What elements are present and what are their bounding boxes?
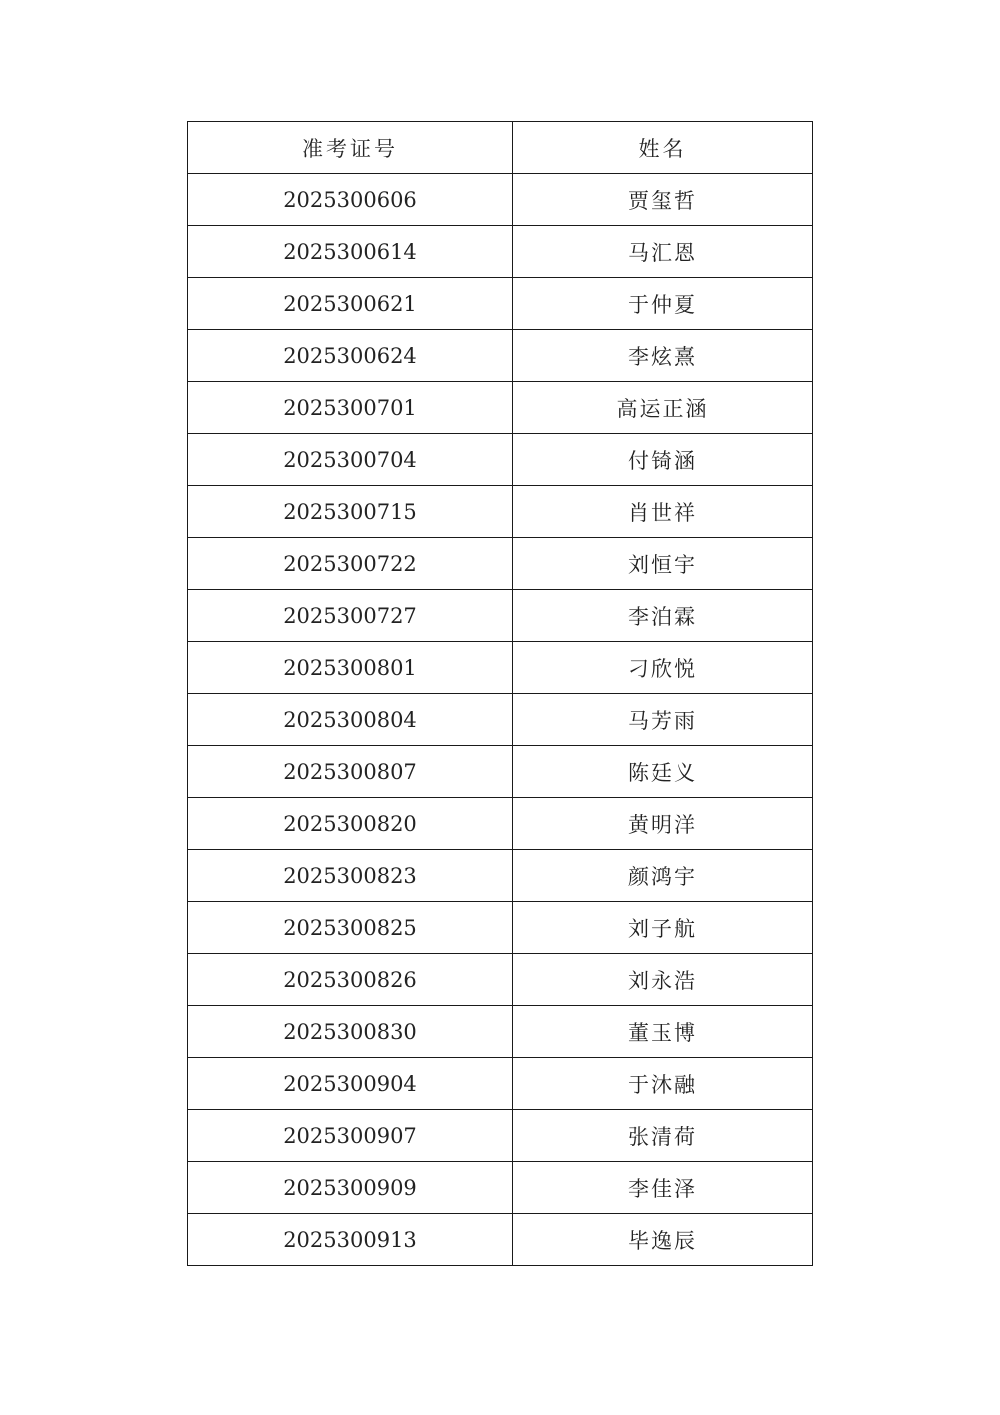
exam-id-cell: 2025300823	[188, 850, 513, 902]
table-row	[188, 850, 813, 902]
header-name: 姓名	[513, 122, 813, 174]
table-row	[188, 330, 813, 382]
exam-id-cell: 2025300826	[188, 954, 513, 1006]
name-cell: 刘永浩	[513, 954, 813, 1006]
name-cell: 张清荷	[513, 1110, 813, 1162]
exam-id-cell: 2025300606	[188, 174, 513, 226]
name-cell: 马芳雨	[513, 694, 813, 746]
name-cell: 贾玺哲	[513, 174, 813, 226]
table-row	[188, 902, 813, 954]
header-exam-id: 准考证号	[188, 122, 513, 174]
table-body	[188, 174, 813, 1266]
name-cell: 刁欣悦	[513, 642, 813, 694]
table-row	[188, 226, 813, 278]
table-row	[188, 1110, 813, 1162]
exam-id-cell: 2025300727	[188, 590, 513, 642]
table-row	[188, 590, 813, 642]
name-cell: 李泊霖	[513, 590, 813, 642]
table-row	[188, 1006, 813, 1058]
name-cell: 颜鸿宇	[513, 850, 813, 902]
name-cell: 李佳泽	[513, 1162, 813, 1214]
table-row	[188, 798, 813, 850]
exam-id-cell: 2025300807	[188, 746, 513, 798]
table-row	[188, 954, 813, 1006]
table-header-row	[188, 122, 813, 174]
name-cell: 肖世祥	[513, 486, 813, 538]
roster-table	[187, 121, 813, 1266]
exam-id-cell: 2025300701	[188, 382, 513, 434]
exam-id-cell: 2025300825	[188, 902, 513, 954]
exam-id-cell: 2025300801	[188, 642, 513, 694]
name-cell: 高运正涵	[513, 382, 813, 434]
exam-id-cell: 2025300907	[188, 1110, 513, 1162]
table-row	[188, 694, 813, 746]
name-cell: 陈廷义	[513, 746, 813, 798]
exam-id-cell: 2025300621	[188, 278, 513, 330]
roster-table-container	[187, 121, 812, 1266]
exam-id-cell: 2025300624	[188, 330, 513, 382]
exam-id-cell: 2025300904	[188, 1058, 513, 1110]
name-cell: 刘子航	[513, 902, 813, 954]
exam-id-cell: 2025300704	[188, 434, 513, 486]
name-cell: 马汇恩	[513, 226, 813, 278]
table-row	[188, 1162, 813, 1214]
table-row	[188, 278, 813, 330]
table-row	[188, 746, 813, 798]
table-row	[188, 174, 813, 226]
exam-id-cell: 2025300913	[188, 1214, 513, 1266]
table-row	[188, 1058, 813, 1110]
exam-id-cell: 2025300830	[188, 1006, 513, 1058]
name-cell: 刘恒宇	[513, 538, 813, 590]
name-cell: 黄明洋	[513, 798, 813, 850]
name-cell: 毕逸辰	[513, 1214, 813, 1266]
exam-id-cell: 2025300722	[188, 538, 513, 590]
exam-id-cell: 2025300614	[188, 226, 513, 278]
table-row	[188, 382, 813, 434]
name-cell: 董玉博	[513, 1006, 813, 1058]
exam-id-cell: 2025300715	[188, 486, 513, 538]
name-cell: 于沐融	[513, 1058, 813, 1110]
table-row	[188, 538, 813, 590]
exam-id-cell: 2025300909	[188, 1162, 513, 1214]
name-cell: 于仲夏	[513, 278, 813, 330]
table-row	[188, 642, 813, 694]
exam-id-cell: 2025300820	[188, 798, 513, 850]
table-row	[188, 486, 813, 538]
exam-id-cell: 2025300804	[188, 694, 513, 746]
name-cell: 李炫熹	[513, 330, 813, 382]
table-row	[188, 434, 813, 486]
table-row	[188, 1214, 813, 1266]
name-cell: 付锜涵	[513, 434, 813, 486]
